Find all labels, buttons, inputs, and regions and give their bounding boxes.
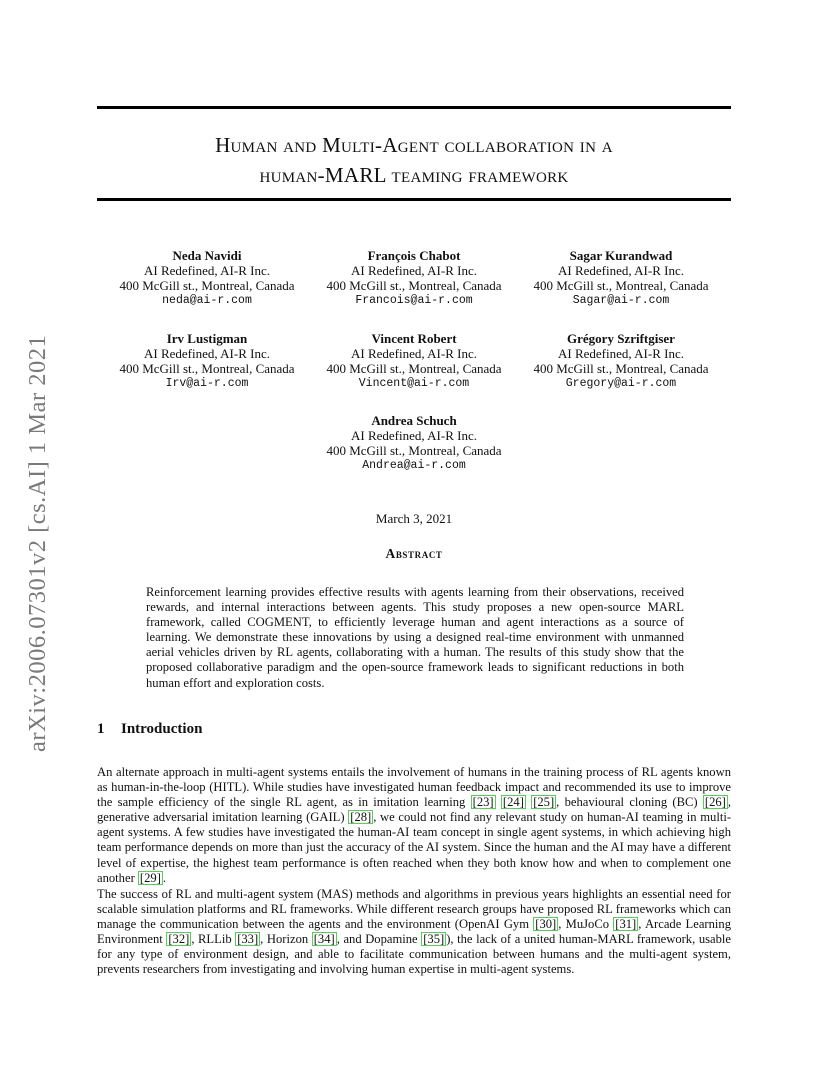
abstract-text: Reinforcement learning provides effective results with agents learning from their observations, received rewards, and internal interactions between agents. This study proposes a new open-source MARL framework, called COGMENT, to efficiently leverage human and agent interactions as a source of learning. We demonstrate these innovations by using a designed real-time environment with unmanned aerial vehicles driven by RL agents, collaborating with a human. The results of this study show that the proposed collaborative paradigm and the open-source framework leads to significant reductions in both human effort and exploration costs. [146, 585, 684, 690]
title-top-rule [97, 106, 731, 109]
author-affiliation: AI Redefined, AI-R Inc. [351, 263, 477, 278]
author-address: 400 McGill st., Montreal, Canada [326, 278, 502, 293]
section-number: 1 [97, 721, 105, 737]
paragraph-text: , Horizon [260, 932, 312, 947]
author-address: 400 McGill st., Montreal, Canada [119, 278, 295, 293]
author-affiliation: AI Redefined, AI-R Inc. [558, 263, 684, 278]
paper-title [97, 130, 731, 190]
paragraph-text: . [162, 870, 167, 885]
paragraph-text: The success of RL and multi-agent system (MAS) methods and algorithms in previous years highlights an essential need for scalable simulation platforms and RL frameworks. While different research groups have proposed RL frameworks which can manage the communication between the agents and the environment (OpenAI Gym [97, 887, 731, 932]
author-block [107, 331, 307, 391]
author-affiliation: AI Redefined, AI-R Inc. [351, 346, 477, 361]
citation-link[interactable]: [28] [350, 810, 372, 825]
section-heading [97, 721, 202, 738]
author-name: Neda Navidi [172, 248, 242, 263]
author-name: Grégory Szriftgiser [567, 331, 675, 346]
author-affiliation: AI Redefined, AI-R Inc. [558, 346, 684, 361]
author-name: François Chabot [367, 248, 461, 263]
citation-link[interactable]: [24] [502, 795, 524, 810]
author-email[interactable]: Sagar@ai-r.com [572, 294, 670, 307]
author-affiliation: AI Redefined, AI-R Inc. [144, 263, 270, 278]
publication-date: March 3, 2021 [375, 511, 453, 526]
arxiv-identifier: arXiv:2006.07301v2 [cs.AI] 1 Mar 2021 [24, 334, 51, 752]
paragraph-text: , behavioural cloning (BC) [556, 795, 703, 810]
author-name: Vincent Robert [371, 331, 457, 346]
author-email[interactable]: Irv@ai-r.com [165, 377, 249, 390]
paragraph-text: , we could not find any relevant study on human-AI teaming in multi-agent systems. A few studies have investigated the human-AI team concept in single agent systems, in which achieving high team performance depends on more than just the accuracy of the AI system. Since the human and the AI may have a different level of expertise, the highest team performance is often reached when they both know how and when to complement one another [97, 810, 732, 885]
author-email[interactable]: Gregory@ai-r.com [565, 377, 677, 390]
paragraph-text: An alternate approach in multi-agent systems entails the involvement of humans in the training process of RL agents known as human-in-the-loop (HITL). While studies have investigated human feedback impact and recommended its use to improve the sample efficiency of the single RL agent, as in imitation learning [97, 765, 731, 810]
author-email[interactable]: neda@ai-r.com [162, 294, 252, 307]
author-address: 400 McGill st., Montreal, Canada [326, 361, 502, 376]
title-line-1: Human and Multi-Agent collaboration in a [215, 133, 613, 157]
citation-link[interactable]: [23] [472, 795, 494, 810]
title-bottom-rule [97, 198, 731, 201]
paragraph-text: ), the lack of a united human-MARL framework, usable for any type of environment design, and able to facilitate communication between humans and the multi-agent system, prevents researchers from investigating and involving human expertise in multi-agent systems. [97, 932, 731, 977]
author-address: 400 McGill st., Montreal, Canada [326, 443, 502, 458]
author-block [521, 331, 721, 391]
author-email[interactable]: Vincent@ai-r.com [358, 377, 470, 390]
author-block [314, 413, 514, 473]
intro-paragraph-2 [97, 887, 731, 978]
author-address: 400 McGill st., Montreal, Canada [119, 361, 295, 376]
author-block [314, 331, 514, 391]
author-email[interactable]: Francois@ai-r.com [355, 294, 473, 307]
author-block [521, 248, 721, 308]
paragraph-text: , Arcade Learning Environment [97, 917, 731, 947]
abstract-heading: Abstract [385, 546, 443, 561]
author-name: Irv Lustigman [166, 331, 248, 346]
author-affiliation: AI Redefined, AI-R Inc. [351, 428, 477, 443]
citation-link[interactable]: [33] [237, 932, 259, 947]
citation-link[interactable]: [30] [535, 917, 557, 932]
author-email[interactable]: Andrea@ai-r.com [362, 459, 466, 472]
citation-link[interactable]: [26] [704, 795, 726, 810]
paragraph-text: , MuJoCo [558, 917, 614, 932]
author-name: Andrea Schuch [371, 413, 457, 428]
paragraph-text: , and Dopamine [336, 932, 422, 947]
title-line-2: human-MARL teaming framework [259, 163, 569, 187]
section-title: Introduction [121, 721, 203, 737]
author-name: Sagar Kurandwad [569, 248, 673, 263]
citation-link[interactable]: [32] [168, 932, 190, 947]
author-block [314, 248, 514, 308]
citation-link[interactable]: [35] [423, 932, 445, 947]
author-address: 400 McGill st., Montreal, Canada [533, 278, 709, 293]
author-address: 400 McGill st., Montreal, Canada [533, 361, 709, 376]
citation-link[interactable]: [29] [139, 870, 161, 885]
paragraph-text: , RLLib [191, 932, 236, 947]
paragraph-text: , generative adversarial imitation learning (GAIL) [97, 795, 732, 825]
citation-link[interactable]: [34] [313, 932, 335, 947]
author-affiliation: AI Redefined, AI-R Inc. [144, 346, 270, 361]
citation-link[interactable]: [31] [615, 917, 637, 932]
author-block [107, 248, 307, 308]
intro-paragraph-1 [97, 765, 731, 886]
citation-link[interactable]: [25] [533, 795, 555, 810]
